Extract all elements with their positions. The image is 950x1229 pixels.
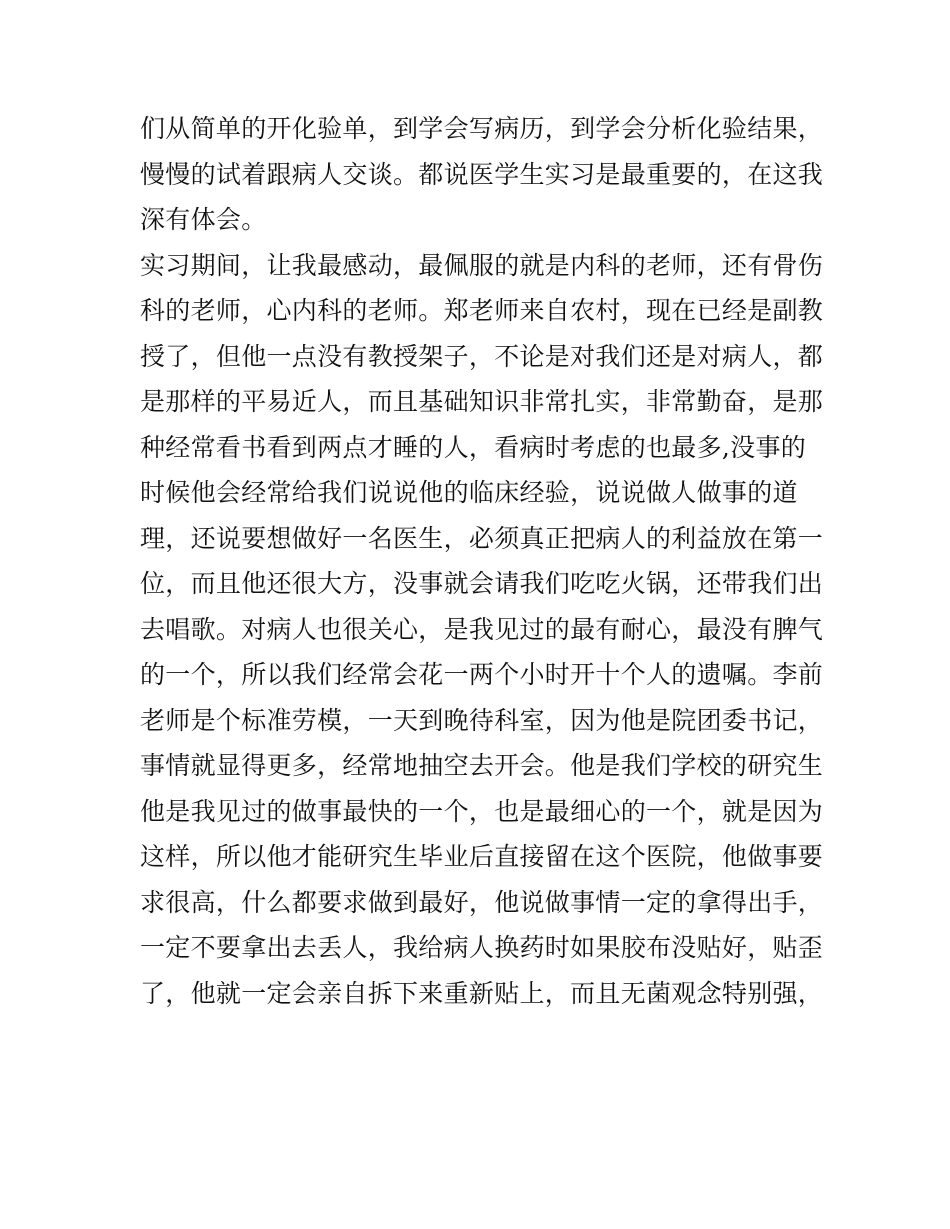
text-line: 了，他就一定会亲自拆下来重新贴上，而且无菌观念特别强， bbox=[140, 978, 824, 1008]
text-line: 一定不要拿出去丢人，我给病人换药时如果胶布没贴好，贴歪 bbox=[140, 933, 824, 962]
text-line: 老师是个标准劳模，一天到晚待科室，因为他是院团委书记， bbox=[140, 705, 824, 735]
body-text bbox=[140, 106, 824, 1016]
text-line: 时候他会经常给我们说说他的临床经验，说说做人做事的道 bbox=[140, 478, 798, 507]
text-line: 种经常看书看到两点才睡的人，看病时考虑的也最多,没事的 bbox=[140, 432, 807, 462]
text-line: 的一个，所以我们经常会花一两个小时开十个人的遗嘱。李前 bbox=[140, 660, 824, 689]
text-line: 科的老师，心内科的老师。郑老师来自农村，现在已经是副教 bbox=[140, 296, 824, 325]
text-line: 理，还说要想做好一名医生，必须真正把病人的利益放在第一 bbox=[140, 523, 824, 553]
text-line: 慢慢的试着跟病人交谈。都说医学生实习是最重要的，在这我 bbox=[140, 159, 824, 189]
text-line: 位，而且他还很大方，没事就会请我们吃吃火锅，还带我们出 bbox=[140, 569, 824, 598]
text-line: 实习期间，让我最感动，最佩服的就是内科的老师，还有骨伤 bbox=[140, 250, 824, 280]
text-line: 去唱歌。对病人也很关心，是我见过的最有耐心，最没有脾气 bbox=[140, 614, 824, 644]
text-line: 这样，所以他才能研究生毕业后直接留在这个医院，他做事要 bbox=[140, 842, 824, 871]
text-line: 求很高，什么都要求做到最好，他说做事情一定的拿得出手， bbox=[140, 887, 824, 917]
text-line: 授了，但他一点没有教授架子，不论是对我们还是对病人，都 bbox=[140, 341, 824, 371]
text-line: 们从简单的开化验单，到学会写病历，到学会分析化验结果， bbox=[140, 114, 824, 143]
text-line: 他是我见过的做事最快的一个，也是最细心的一个，就是因为 bbox=[140, 796, 824, 826]
text-line: 事情就显得更多，经常地抽空去开会。他是我们学校的研究生 bbox=[140, 751, 824, 780]
text-line: 深有体会。 bbox=[140, 205, 267, 234]
text-line: 是那样的平易近人，而且基础知识非常扎实，非常勤奋，是那 bbox=[140, 387, 824, 416]
